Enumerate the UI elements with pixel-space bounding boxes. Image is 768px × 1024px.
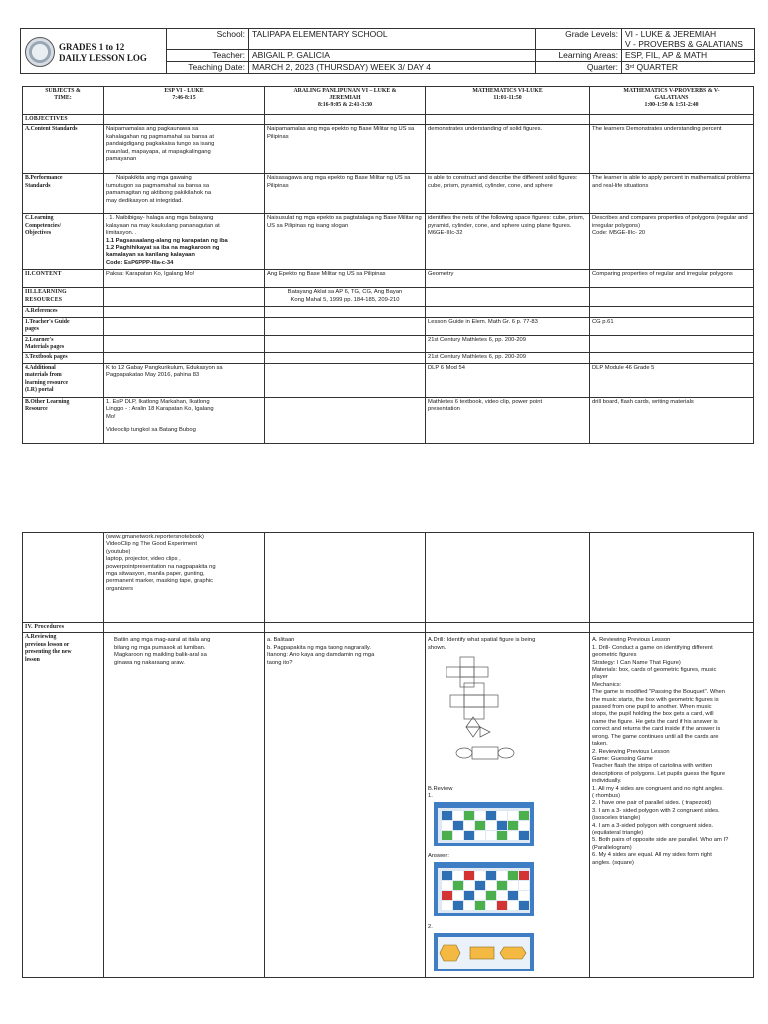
learners-materials-row xyxy=(23,335,754,353)
math5-additional: DLP Module 46 Grade 5 xyxy=(590,363,754,397)
school-label: School: xyxy=(167,29,249,50)
esp-reviewing: Batiin ang mga mag-aaral at itala ang bilang ng mga pumasok at lumiban. Magkaroon ng maikling balik-aral sa ginawa ng nakaraang araw. xyxy=(104,633,265,978)
grid-cell xyxy=(475,821,485,830)
math5-content: Comparing properties of regular and irregular polygons xyxy=(590,270,754,288)
net-grid-answer-image xyxy=(434,862,534,916)
teacher-value: ABIGAIL P. GALICIA xyxy=(249,50,536,62)
grid-cell xyxy=(453,831,463,840)
math6-teachers-guide: Lesson Guide in Elem. Math Gr. 6 p. 77-83 xyxy=(426,317,590,335)
net-grid-image-1 xyxy=(434,802,534,846)
grid-cell xyxy=(519,821,529,830)
grid-cell xyxy=(442,881,452,890)
col-math5: MATHEMATICS V-PROVERBS & V- GALATIANS 1:00-1:50 & 1:51-2:40 xyxy=(590,87,754,115)
grid-cell xyxy=(497,891,507,900)
resources-label: III.LEARNING RESOURCES xyxy=(23,288,104,307)
performance-standards-label: B.Performance Standards xyxy=(23,174,104,214)
col-ap: ARALING PANLIPUNAN VI – LUKE & JEREMIAH 8:16-9:05 & 2:41-3:30 xyxy=(265,87,426,115)
math5-content-standard: The learners Demonstrates understanding percent xyxy=(590,125,754,174)
grid-cell xyxy=(442,831,452,840)
math6-content: Geometry xyxy=(426,270,590,288)
grid-cell xyxy=(453,901,463,910)
competencies-row xyxy=(23,214,754,270)
grid-cell xyxy=(453,881,463,890)
math5-reviewing: A. Reviewing Previous Lesson 1. Drill- Conduct a game on identifying different geometric figures Strategy: I Can Name That Figure) Materials: box, cards of geometric figures, music player Mechanics: The game is modified "Passing the Bouquet". When the music starts, the box with geometric figures is passed from one pupil to another. When music stops, the pupil holding the box gets a card, will name the figure. He gets the card if his answer is correct and returns the card inside if the answer is wrong. The game continues until all the cards are taken. 2. Reviewing Previous Lesson Game: Guessing Game Teacher flash the strips of cartolina with written descriptions of polygons. Let pupils guess the figure individually. 1. All my 4 sides are congruent and no right angles. ( rhombus) 2. I have one pair of parallel sides. ( trapezoid) 3. I am a 3- sided polygon with 2 congruent sides. (isosceles triangle) 4. I am a 3-sided polygon with congruent sides. (equilateral triangle) 5. Both pairs of opposite side are parallel. Who am I? (Parallelogram) 6. My 4 sides are equal. All my sides form right angles. (square) xyxy=(590,633,754,978)
performance-standards-row xyxy=(23,174,754,214)
grid-cell xyxy=(464,831,474,840)
content-standards-row xyxy=(23,125,754,174)
teachers-guide-row xyxy=(23,317,754,335)
procedures-label: IV. Procedures xyxy=(23,623,104,633)
grade-label: Grade Levels: xyxy=(536,29,622,50)
lesson-log-table-continued xyxy=(22,532,754,978)
esp-content: Paksa: Karapatan Ko, Igalang Mo! xyxy=(104,270,265,288)
grid-cell xyxy=(508,891,518,900)
grid-cell xyxy=(464,881,474,890)
ap-content-standard: Naipamamalas ang mga epekto ng Base Militar ng US sa Pilipinas xyxy=(265,125,426,174)
grid-cell xyxy=(486,831,496,840)
grid-cell xyxy=(475,811,485,820)
math6-competency: identifies the nets of the following space figures: cube, prism, pyramid, cylinder, cone, and sphere using plane figures. M6GE-IIIc-32 xyxy=(426,214,590,270)
reviewing-row xyxy=(23,633,754,978)
grid-cell xyxy=(475,901,485,910)
esp-other-resources: 1. EsP DLP, Ikatlong Markahan, Ikatlong Linggo - : Aralin 18 Karapatan Ko, Igalang Mo! Videoclip tungkol sa Batang Bubog xyxy=(104,397,265,443)
col-subjects: SUBJECTS & TIME: xyxy=(23,87,104,115)
content-label: II.CONTENT xyxy=(23,270,104,288)
grid-cell xyxy=(475,891,485,900)
grid-cell xyxy=(453,891,463,900)
header-table xyxy=(20,28,755,74)
ap-resources: Batayang Aklat sa AP 6, TG, CG, Ang Bayan Kong Mahal 5, 1999 pp. 184-185, 209-210 xyxy=(265,288,426,307)
school-value: TALIPAPA ELEMENTARY SCHOOL xyxy=(249,29,536,50)
quarter-label: Quarter: xyxy=(536,62,622,74)
grid-cell xyxy=(442,891,452,900)
grid-cell xyxy=(519,831,529,840)
grid-cell xyxy=(464,891,474,900)
net-shapes-image-2 xyxy=(434,933,534,971)
grid-cell xyxy=(508,901,518,910)
math6-reviewing: A.Drill: Identify what spatial figure is being shown. B.Review 1. Answer: 2. xyxy=(426,633,590,978)
logo-line2: DAILY LESSON LOG xyxy=(59,53,147,63)
math6-performance-standard: is able to construct and describe the different solid figures: cube, prism, pyramid, cylinder, cone, and sphere xyxy=(426,174,590,214)
procedures-row xyxy=(23,623,754,633)
resources-row xyxy=(23,288,754,307)
grid-cell xyxy=(486,891,496,900)
textbook-row xyxy=(23,353,754,363)
grid-cell xyxy=(453,811,463,820)
grid-cell xyxy=(453,871,463,880)
grid-cell xyxy=(442,871,452,880)
grid-cell xyxy=(464,821,474,830)
other-resources-row xyxy=(23,397,754,443)
grid-cell xyxy=(486,901,496,910)
references-row xyxy=(23,307,754,317)
references-label: A.References xyxy=(23,307,104,317)
teachers-guide-label: 1.Teacher's Guide pages xyxy=(23,317,104,335)
esp-materials-continued: (www.gmanetwork.reportersnotebook) VideoClip ng The Good Experiment (youtube) laptop, projector, video clips , powerpointpresentation na nagpapakita ng mga sitwasyon, manila paper, gunting, permanent marker, masking tape, graphic organizers xyxy=(104,533,265,623)
grid-cell xyxy=(508,821,518,830)
grid-cell xyxy=(486,811,496,820)
date-label: Teaching Date: xyxy=(167,62,249,74)
ap-performance-standard: Naisasagawa ang mga epekto ng Base Militar ng US sa Pilipinas xyxy=(265,174,426,214)
grid-cell xyxy=(442,821,452,830)
grid-cell xyxy=(486,881,496,890)
grid-cell xyxy=(475,881,485,890)
col-math6: MATHEMATICS VI-LUKE 11:01-11:50 xyxy=(426,87,590,115)
col-esp: ESP VI - LUKE 7:46-8:15 xyxy=(104,87,265,115)
math6-learners-materials: 21st Century Mathletes 6, pp. 200-209 xyxy=(426,335,590,353)
grid-cell xyxy=(497,831,507,840)
math6-additional: DLP 6 Mod 54 xyxy=(426,363,590,397)
esp-content-standard: Naipamamalas ang pagkaunawa sa kahalagahan ng pagmamahal sa bansa at pandaigdigang pagkakaisa tungo sa isang maunlad, mapayapa, at mapagkalingang pamayanan xyxy=(104,125,265,174)
math5-performance-standard: The learner is able to apply percent in mathematical problems and real-life situations xyxy=(590,174,754,214)
grid-cell xyxy=(519,901,529,910)
grid-cell xyxy=(519,881,529,890)
materials-continued-row xyxy=(23,533,754,623)
spatial-figures-graphic xyxy=(446,655,516,775)
column-header-row xyxy=(23,87,754,115)
areas-label: Learning Areas: xyxy=(536,50,622,62)
grid-cell xyxy=(497,881,507,890)
grid-cell xyxy=(464,811,474,820)
reviewing-label: A.Reviewing previous lesson or presenting the new lesson xyxy=(23,633,104,978)
other-resources-label: B.Other Learning Resource xyxy=(23,397,104,443)
grid-cell xyxy=(442,901,452,910)
logo-cell xyxy=(21,29,167,74)
learners-materials-label: 2.Learner's Materials pages xyxy=(23,335,104,353)
grid-cell xyxy=(475,831,485,840)
grid-cell xyxy=(519,811,529,820)
math6-textbook: 21st Century Mathletes 6, pp. 200-209 xyxy=(426,353,590,363)
additional-materials-label: 4.Additional materials from learning resource (LR) portal xyxy=(23,363,104,397)
grid-cell xyxy=(464,871,474,880)
grid-cell xyxy=(464,901,474,910)
content-standards-label: A.Content Standards xyxy=(23,125,104,174)
logo-line1: GRADES 1 to 12 xyxy=(59,42,125,52)
grid-cell xyxy=(453,821,463,830)
math6-other-resources: Mathletes 6 textbook, video clip, power point presentation xyxy=(426,397,590,443)
grid-cell xyxy=(508,831,518,840)
grid-cell xyxy=(497,821,507,830)
content-row xyxy=(23,270,754,288)
math5-other-resources: drill board, flash cards, writing materials xyxy=(590,397,754,443)
math5-competency: Describes and compares properties of polygons (regular and irregular polygons) Code: M5GE-IIIc- 20 xyxy=(590,214,754,270)
esp-performance-standard: Naipakikita ang mga gawaing tumutugon sa pagmamahal sa bansa sa pamamagitan ng aktibong pakikilahok na may dedikasyon at integridad. xyxy=(104,174,265,214)
grid-cell xyxy=(486,821,496,830)
math5-teachers-guide: CG p.61 xyxy=(590,317,754,335)
grade-line2: V - PROVERBS & GALATIANS xyxy=(625,38,743,49)
ap-reviewing: a. Balitaan b. Pagpapakita ng mga taong nagrarally. Itanong: Ano kaya ang damdamin ng mga taong ito? xyxy=(265,633,426,978)
grid-cell xyxy=(442,811,452,820)
deped-seal-icon xyxy=(25,37,55,67)
grid-cell xyxy=(508,881,518,890)
competencies-label: C.Learning Competencies/ Objectives xyxy=(23,214,104,270)
grid-cell xyxy=(519,891,529,900)
grid-cell xyxy=(519,871,529,880)
esp-competency: . 1. Naibibigay- halaga ang mga batayang kalayaan na may kaukulang pananagutan at limitasyon. . 1.1 Pagsasaalang-alang ng karapatan ng iba 1.2 Paghihikayat sa iba na magkaroon ng kamalayan sa kanilang kalayaan Code: EsP6PPP-IIIa-c-34 xyxy=(104,214,265,270)
additional-materials-row xyxy=(23,363,754,397)
grade-line1: VI - LUKE & JEREMIAH xyxy=(625,29,717,39)
math6-content-standard: demonstrates understanding of solid figures. xyxy=(426,125,590,174)
areas-value: ESP, FIL, AP & MATH xyxy=(622,50,755,62)
ap-content: Ang Epekto ng Base Militar ng US sa Pilipinas xyxy=(265,270,426,288)
objectives-row xyxy=(23,115,754,125)
date-value: MARCH 2, 2023 (THURSDAY) WEEK 3/ DAY 4 xyxy=(249,62,536,74)
lesson-log-table xyxy=(22,86,754,444)
textbook-label: 3.Textbook pages xyxy=(23,353,104,363)
grid-cell xyxy=(497,871,507,880)
grid-cell xyxy=(497,901,507,910)
grid-cell xyxy=(475,871,485,880)
esp-additional: K to 12 Gabay Pangkurikulum, Edukasyon sa Pagpapakatao May 2016, pahina 83 xyxy=(104,363,265,397)
grade-value xyxy=(622,29,755,50)
teacher-label: Teacher: xyxy=(167,50,249,62)
ap-competency: Naisusulat ng mga epekto sa pagtatalaga ng Base Militar ng US sa Pilipinas ng isang slogan xyxy=(265,214,426,270)
grid-cell xyxy=(497,811,507,820)
grid-cell xyxy=(486,871,496,880)
objectives-label: I.OBJECTIVES xyxy=(23,115,104,125)
grid-cell xyxy=(508,811,518,820)
quarter-value: 3rd QUARTER xyxy=(622,62,755,74)
grid-cell xyxy=(508,871,518,880)
